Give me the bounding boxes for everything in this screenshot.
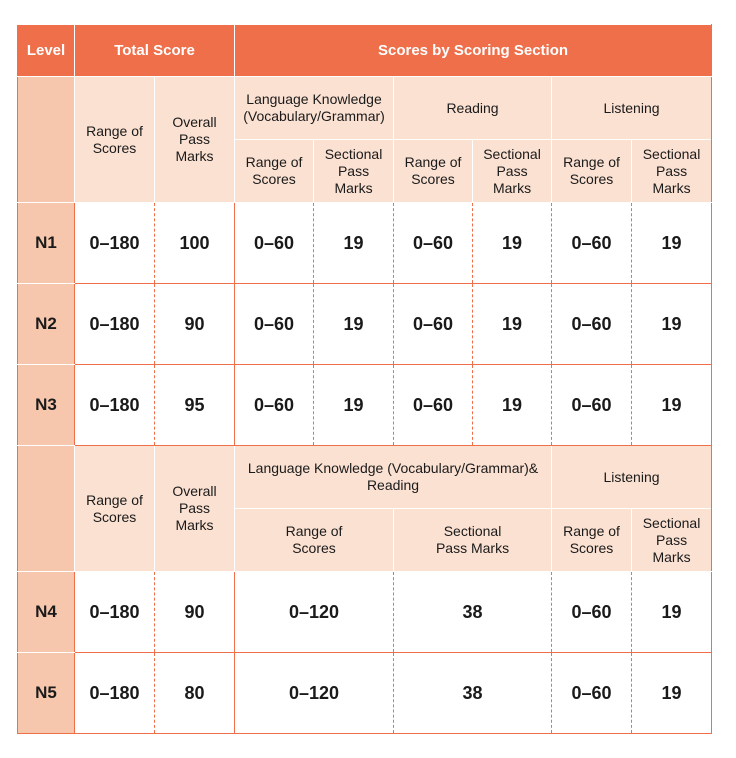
ls-range-label: Range of Scores bbox=[563, 523, 620, 556]
lk-pass-header bbox=[314, 140, 394, 203]
level-cell: N3 bbox=[18, 365, 75, 446]
lk-reading-label: Language Knowledge (Vocabulary/Grammar)& Reading bbox=[247, 460, 539, 493]
level-cell: N4 bbox=[18, 572, 75, 653]
lkr-pass-cell: 38 bbox=[394, 572, 552, 653]
ls-range-label: Range of Scores bbox=[563, 154, 620, 187]
row-n1 bbox=[18, 203, 712, 284]
rd-pass-cell: 19 bbox=[473, 203, 552, 284]
level-cell: N5 bbox=[18, 653, 75, 734]
level-header: Level bbox=[18, 25, 75, 77]
ls-pass-label: Sectional Pass Marks bbox=[642, 145, 701, 196]
total-score-header: Total Score bbox=[75, 25, 235, 77]
lk-range-cell: 0–60 bbox=[235, 203, 314, 284]
level-cell: N1 bbox=[18, 203, 75, 284]
overall-pass-marks-header bbox=[155, 446, 235, 572]
row-n5 bbox=[18, 653, 712, 734]
ls-pass-cell: 19 bbox=[632, 365, 712, 446]
ls-pass-label: Sectional Pass Marks bbox=[642, 514, 701, 565]
ls-range-cell: 0–60 bbox=[552, 284, 632, 365]
row-n4 bbox=[18, 572, 712, 653]
rd-pass-header bbox=[473, 140, 552, 203]
range-cell: 0–180 bbox=[75, 365, 155, 446]
reading-header: Reading bbox=[394, 77, 552, 140]
language-knowledge-header bbox=[235, 77, 394, 140]
jlpt-scores-table bbox=[17, 24, 712, 734]
listening-header: Listening bbox=[552, 446, 712, 509]
ls-range-cell: 0–60 bbox=[552, 365, 632, 446]
ls-range-cell: 0–60 bbox=[552, 653, 632, 734]
rd-pass-cell: 19 bbox=[473, 284, 552, 365]
range-cell: 0–180 bbox=[75, 284, 155, 365]
header-row bbox=[18, 25, 712, 77]
lkr-pass-header bbox=[394, 509, 552, 572]
ls-pass-cell: 19 bbox=[632, 572, 712, 653]
range-cell: 0–180 bbox=[75, 572, 155, 653]
lk-range-label: Range of Scores bbox=[245, 154, 303, 187]
lkr-range-label: Range of Scores bbox=[285, 523, 343, 556]
lk-pass-label: Sectional Pass Marks bbox=[324, 145, 383, 196]
pass-cell: 100 bbox=[155, 203, 235, 284]
range-of-scores-header bbox=[75, 77, 155, 203]
pass-cell: 90 bbox=[155, 572, 235, 653]
lkr-range-cell: 0–120 bbox=[235, 572, 394, 653]
rd-range-cell: 0–60 bbox=[394, 365, 473, 446]
ls-pass-cell: 19 bbox=[632, 203, 712, 284]
subheader-row-1a bbox=[18, 77, 712, 140]
lk-range-cell: 0–60 bbox=[235, 365, 314, 446]
lkr-pass-label: Sectional Pass Marks bbox=[435, 523, 510, 556]
pass-cell: 80 bbox=[155, 653, 235, 734]
overall-pass-marks-label: Overall Pass Marks bbox=[172, 114, 217, 164]
row-n3 bbox=[18, 365, 712, 446]
lk-pass-cell: 19 bbox=[314, 284, 394, 365]
overall-pass-marks-label: Overall Pass Marks bbox=[172, 483, 217, 533]
rd-pass-cell: 19 bbox=[473, 365, 552, 446]
range-cell: 0–180 bbox=[75, 653, 155, 734]
level-blank-cell bbox=[18, 77, 75, 203]
lk-pass-cell: 19 bbox=[314, 203, 394, 284]
subheader-row-2a bbox=[18, 446, 712, 509]
level-blank-cell bbox=[18, 446, 75, 572]
rd-range-header bbox=[394, 140, 473, 203]
lkr-range-header bbox=[235, 509, 394, 572]
range-of-scores-label: Range of Scores bbox=[86, 122, 143, 156]
jlpt-scores-table-container bbox=[17, 24, 712, 734]
overall-pass-marks-header bbox=[155, 77, 235, 203]
range-of-scores-label: Range of Scores bbox=[86, 491, 143, 525]
lkr-pass-cell: 38 bbox=[394, 653, 552, 734]
level-cell: N2 bbox=[18, 284, 75, 365]
range-of-scores-header bbox=[75, 446, 155, 572]
lkr-range-cell: 0–120 bbox=[235, 653, 394, 734]
lk-reading-header bbox=[235, 446, 552, 509]
pass-cell: 95 bbox=[155, 365, 235, 446]
lk-range-cell: 0–60 bbox=[235, 284, 314, 365]
ls-pass-header bbox=[632, 509, 712, 572]
ls-pass-cell: 19 bbox=[632, 284, 712, 365]
ls-range-cell: 0–60 bbox=[552, 572, 632, 653]
listening-header: Listening bbox=[552, 77, 712, 140]
ls-range-header bbox=[552, 140, 632, 203]
rd-range-label: Range of Scores bbox=[404, 154, 462, 187]
range-cell: 0–180 bbox=[75, 203, 155, 284]
language-knowledge-label: Language Knowledge (Vocabulary/Grammar) bbox=[243, 91, 385, 124]
ls-pass-header bbox=[632, 140, 712, 203]
rd-range-cell: 0–60 bbox=[394, 203, 473, 284]
ls-range-cell: 0–60 bbox=[552, 203, 632, 284]
ls-range-header bbox=[552, 509, 632, 572]
scores-by-section-header: Scores by Scoring Section bbox=[235, 25, 712, 77]
row-n2 bbox=[18, 284, 712, 365]
rd-pass-label: Sectional Pass Marks bbox=[483, 145, 541, 196]
lk-pass-cell: 19 bbox=[314, 365, 394, 446]
rd-range-cell: 0–60 bbox=[394, 284, 473, 365]
ls-pass-cell: 19 bbox=[632, 653, 712, 734]
pass-cell: 90 bbox=[155, 284, 235, 365]
lk-range-header bbox=[235, 140, 314, 203]
